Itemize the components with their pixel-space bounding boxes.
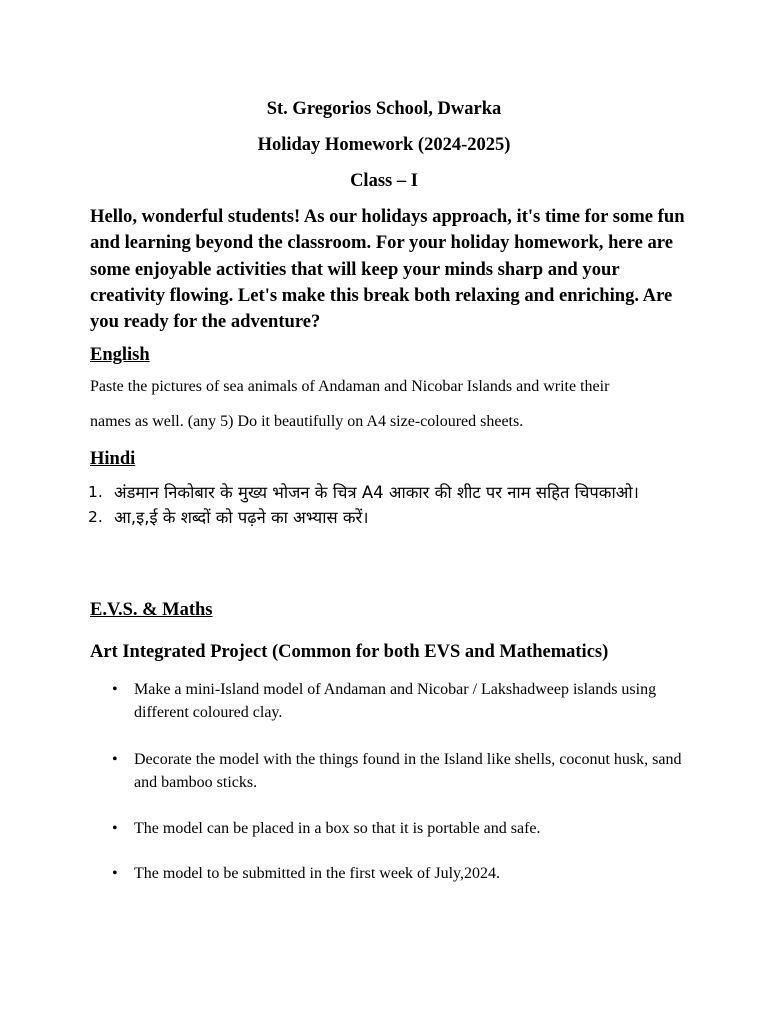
bullet-icon: • xyxy=(112,820,118,837)
project-bullet-text: The model to be submitted in the first week of July,2024. xyxy=(134,865,501,882)
project-title: Art Integrated Project (Common for both EVS and Mathematics) xyxy=(90,642,609,662)
project-bullet-text: Make a mini-Island model of Andaman and Nicobar / Lakshadweep islands using different coloured clay. xyxy=(134,681,657,721)
project-bullet-item xyxy=(90,748,690,794)
class-label: Class – I xyxy=(350,171,418,191)
project-bullet-text: The model can be placed in a box so that it is portable and safe. xyxy=(134,820,541,837)
intro-paragraph: Hello, wonderful students! As our holidays approach, it's time for some fun and learning beyond the classroom. For your holiday homework, here are some enjoyable activities that will keep your minds sharp and your creativity flowing. Let's make this break both relaxing and enriching. Are you ready for the adventure? xyxy=(90,206,685,333)
project-bullet-list xyxy=(90,862,690,885)
project-bullet-list xyxy=(90,748,690,794)
hindi-task-list xyxy=(88,480,688,530)
project-bullet-item xyxy=(90,817,690,840)
bullet-icon: • xyxy=(112,681,118,698)
school-name: St. Gregorios School, Dwarka xyxy=(266,99,502,119)
project-bullet-item xyxy=(90,862,690,885)
evs-maths-heading: E.V.S. & Maths xyxy=(90,600,213,620)
english-instruction-line-2: names as well. (any 5) Do it beautifully on A4 size-coloured sheets. xyxy=(90,413,524,430)
hindi-task-item xyxy=(88,480,688,505)
english-heading: English xyxy=(90,345,150,365)
hindi-task-item xyxy=(88,505,688,530)
list-number: 1. xyxy=(88,483,103,501)
project-bullet-item xyxy=(90,678,690,724)
document-title: Holiday Homework (2024-2025) xyxy=(257,135,511,155)
hindi-heading: Hindi xyxy=(90,449,136,469)
hindi-task-text: अंडमान निकोबार के मुख्य भोजन के चित्र A4 आकार की शीट पर नाम सहित चिपकाओ। xyxy=(114,483,639,502)
project-bullet-list xyxy=(90,678,690,724)
bullet-icon: • xyxy=(112,751,118,768)
english-instruction-line-1: Paste the pictures of sea animals of Andaman and Nicobar Islands and write their xyxy=(90,378,610,395)
bullet-icon: • xyxy=(112,865,118,882)
list-number: 2. xyxy=(88,508,103,526)
hindi-task-text: आ,इ,ई के शब्दों को पढ़ने का अभ्यास करें। xyxy=(114,508,369,527)
project-bullet-text: Decorate the model with the things found in the Island like shells, coconut husk, sand and bamboo sticks. xyxy=(134,751,682,791)
project-bullet-list xyxy=(90,817,690,840)
